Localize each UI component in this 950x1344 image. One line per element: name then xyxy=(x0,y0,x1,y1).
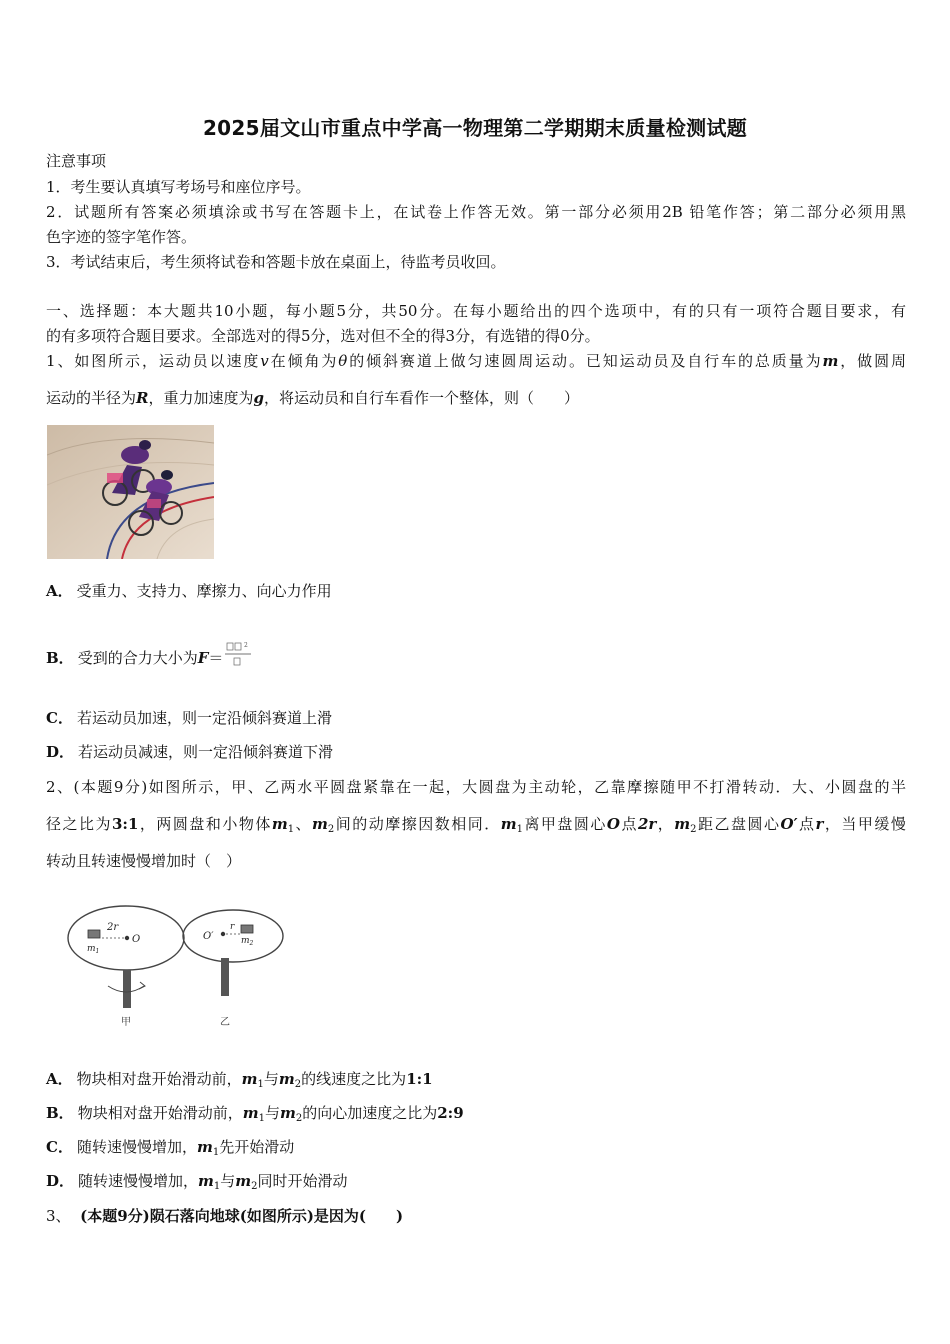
section-intro-1: 一、选择题：本大题共10小题，每小题5分，共50分。在每小题给出的四个选项中，有的只有一项符合题目要求，有 xyxy=(46,302,906,320)
notice-item-1: 1．考生要认真填写考场号和座位序号。 xyxy=(46,178,311,196)
notice-item-2: 2．试题所有答案必须填涂或书写在答题卡上，在试卷上作答无效。第一部分必须用2B 铅笔作答；第二部分必须用黑 xyxy=(46,203,906,221)
formula-fraction-image xyxy=(225,641,253,677)
section-intro-2: 的有多项符合题目要求。全部选对的得5分，选对但不全的得3分，有选错的得0分。 xyxy=(46,327,600,345)
q2-option-c[interactable]: C． 随转速慢慢增加，$m_1$先开始滑动 xyxy=(46,1138,295,1158)
label-jia: 甲 xyxy=(121,1017,131,1028)
label-m1: $m_1$ xyxy=(87,944,100,955)
q1-stem-line2: 运动的半径为R，重力加速度为g，将运动员和自行车看作一个整体，则（ ） xyxy=(46,389,580,407)
q1-option-a[interactable]: A． 受重力、支持力、摩擦力、向心力作用 xyxy=(46,582,332,600)
cycling-photo xyxy=(47,425,214,559)
q2-stem-line2: 径之比为3:1，两圆盘和小物体$m_1$、$m_2$间的动摩擦因数相同．$m_1$离甲盘圆心O点2r，$m_2$距乙盘圆心O′点r，当甲缓慢 xyxy=(46,815,906,835)
q2-option-a[interactable]: A． 物块相对盘开始滑动前，$m_1$与$m_2$的线速度之比为1:1 xyxy=(46,1070,433,1090)
page-title: 2025届文山市重点中学高一物理第二学期期末质量检测试题 xyxy=(202,116,748,140)
notice-item-3: 3．考试结束后，考生须将试卷和答题卡放在桌面上，待监考员收回。 xyxy=(46,253,506,271)
label-m2: $m_2$ xyxy=(241,936,254,947)
q2-option-b[interactable]: B． 物块相对盘开始滑动前，$m_1$与$m_2$的向心加速度之比为2:9 xyxy=(46,1104,464,1124)
label-yi: 乙 xyxy=(220,1017,230,1028)
q1-option-c[interactable]: C． 若运动员加速，则一定沿倾斜赛道上滑 xyxy=(46,709,332,727)
disk-diagram xyxy=(60,898,300,1033)
q2-stem-line1: 2、(本题9分)如图所示，甲、乙两水平圆盘紧靠在一起，大圆盘为主动轮，乙靠摩擦随甲不打滑转动．大、小圆盘的半 xyxy=(46,778,906,796)
q1-stem-line1: 1、如图所示，运动员以速度v在倾角为θ的倾斜赛道上做匀速圆周运动。已知运动员及自行车的总质量为m，做圆周 xyxy=(46,352,906,370)
label-o-prime: O′ xyxy=(203,931,214,942)
label-o: O xyxy=(132,934,141,945)
label-r: r xyxy=(230,922,235,932)
q1-option-d[interactable]: D． 若运动员减速，则一定沿倾斜赛道下滑 xyxy=(46,743,334,761)
q3-stem: 3、 (本题9分)陨石落向地球(如图所示)是因为( ) xyxy=(46,1207,404,1225)
notice-item-2-cont: 色字迹的签字笔作答。 xyxy=(46,228,197,246)
label-2r: 2r xyxy=(107,922,119,933)
q2-stem-line3: 转动且转速慢慢增加时（ ） xyxy=(46,852,242,870)
svg-text:2: 2 xyxy=(244,642,249,649)
q1-option-b[interactable]: B． 受到的合力大小为F＝ 2 xyxy=(46,641,906,677)
q2-option-d[interactable]: D． 随转速慢慢增加，$m_1$与$m_2$同时开始滑动 xyxy=(46,1172,348,1192)
notice-heading: 注意事项 xyxy=(46,152,107,170)
